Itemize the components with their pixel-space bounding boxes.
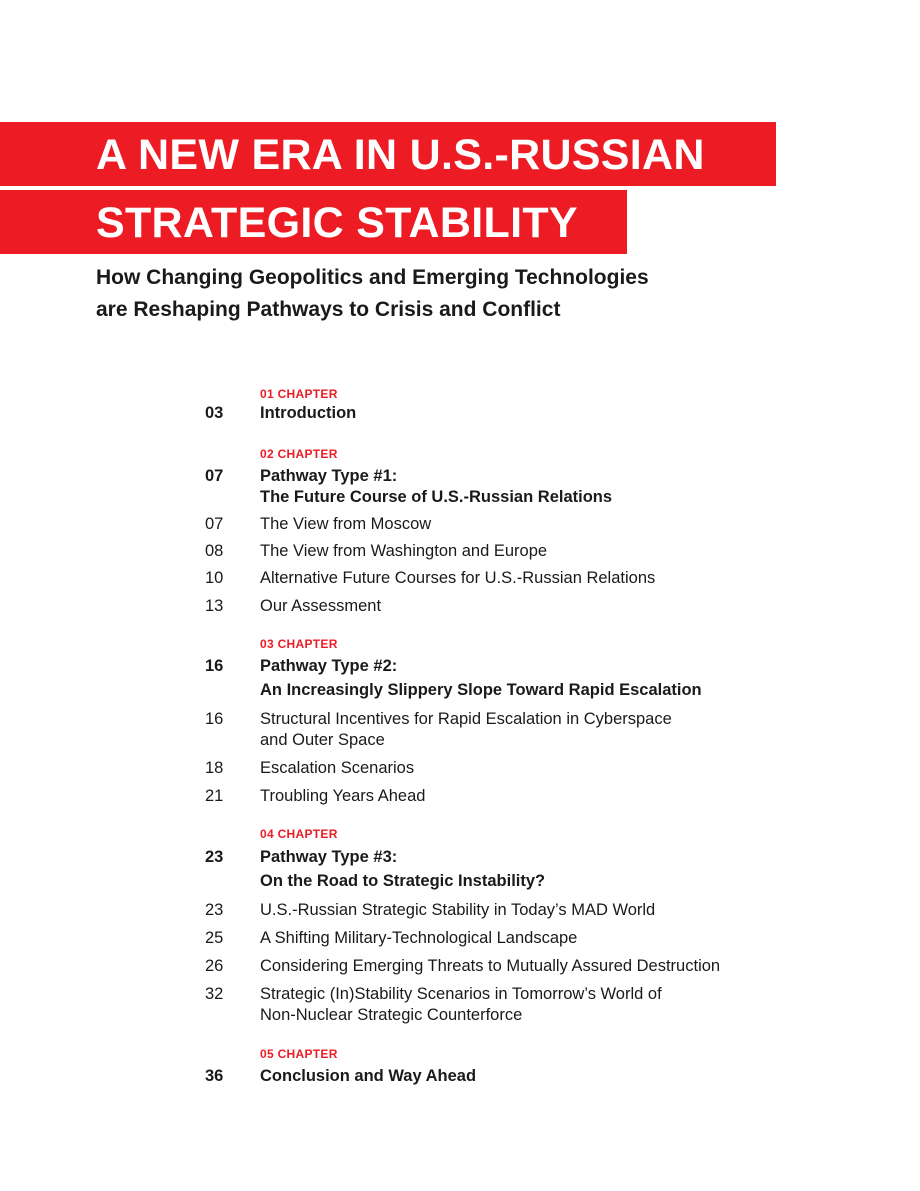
page-number: 10: [205, 569, 224, 587]
chapter-label-4: 04 CHAPTER: [260, 827, 338, 841]
page-number: 23: [205, 901, 224, 919]
subtitle: [96, 262, 816, 326]
chapter-label-2: 02 CHAPTER: [260, 447, 338, 461]
title-line-1: A NEW ERA IN U.S.-RUSSIAN: [96, 131, 705, 179]
item-title: Troubling Years Ahead: [260, 787, 426, 805]
item-title: The View from Washington and Europe: [260, 542, 548, 560]
item-title: Escalation Scenarios: [260, 759, 415, 777]
item-title-line-2: Non-Nuclear Strategic Counterforce: [260, 1006, 523, 1024]
chapter-label-3: 03 CHAPTER: [260, 637, 338, 651]
item-title: Considering Emerging Threats to Mutually Assured Destruction: [260, 957, 721, 975]
item-title: U.S.-Russian Strategic Stability in Today’s MAD World: [260, 901, 656, 919]
page-number: 08: [205, 542, 224, 560]
subtitle-line-2: are Reshaping Pathways to Crisis and Conflict: [96, 298, 561, 321]
chapter-title-line-2: The Future Course of U.S.-Russian Relations: [260, 488, 613, 506]
page-number: 03: [205, 404, 224, 422]
chapter-label-1: 01 CHAPTER: [260, 387, 338, 401]
page-number: 23: [205, 848, 224, 866]
page-number: 25: [205, 929, 224, 947]
page-number: 21: [205, 787, 224, 805]
item-title: The View from Moscow: [260, 515, 432, 533]
title-band-2: [0, 190, 627, 254]
chapter-title: Introduction: [260, 404, 357, 422]
chapter-title-line-1: Pathway Type #1:: [260, 467, 398, 485]
item-title-line-1: Structural Incentives for Rapid Escalation in Cyberspace: [260, 710, 672, 728]
title-line-2: STRATEGIC STABILITY: [96, 199, 578, 247]
chapter-title: Conclusion and Way Ahead: [260, 1067, 477, 1085]
item-title: Our Assessment: [260, 597, 382, 615]
page-number: 32: [205, 985, 224, 1003]
item-title-line-2: and Outer Space: [260, 731, 385, 749]
page-number: 16: [205, 657, 224, 675]
page-number: 18: [205, 759, 224, 777]
chapter-title-line-2: An Increasingly Slippery Slope Toward Rapid Escalation: [260, 681, 702, 699]
item-title: A Shifting Military-Technological Landscape: [260, 929, 578, 947]
page-number: 07: [205, 467, 224, 485]
page-number: 13: [205, 597, 224, 615]
chapter-title-line-1: Pathway Type #2:: [260, 657, 398, 675]
chapter-title-line-2: On the Road to Strategic Instability?: [260, 872, 546, 890]
page-number: 36: [205, 1067, 224, 1085]
page-number: 07: [205, 515, 224, 533]
page-number: 26: [205, 957, 224, 975]
chapter-label-5: 05 CHAPTER: [260, 1047, 338, 1061]
subtitle-line-1: How Changing Geopolitics and Emerging Technologies: [96, 266, 649, 289]
title-band-1: [0, 122, 776, 186]
chapter-title-line-1: Pathway Type #3:: [260, 848, 398, 866]
item-title: Alternative Future Courses for U.S.-Russian Relations: [260, 569, 656, 587]
page-number: 16: [205, 710, 224, 728]
item-title-line-1: Strategic (In)Stability Scenarios in Tomorrow’s World of: [260, 985, 662, 1003]
